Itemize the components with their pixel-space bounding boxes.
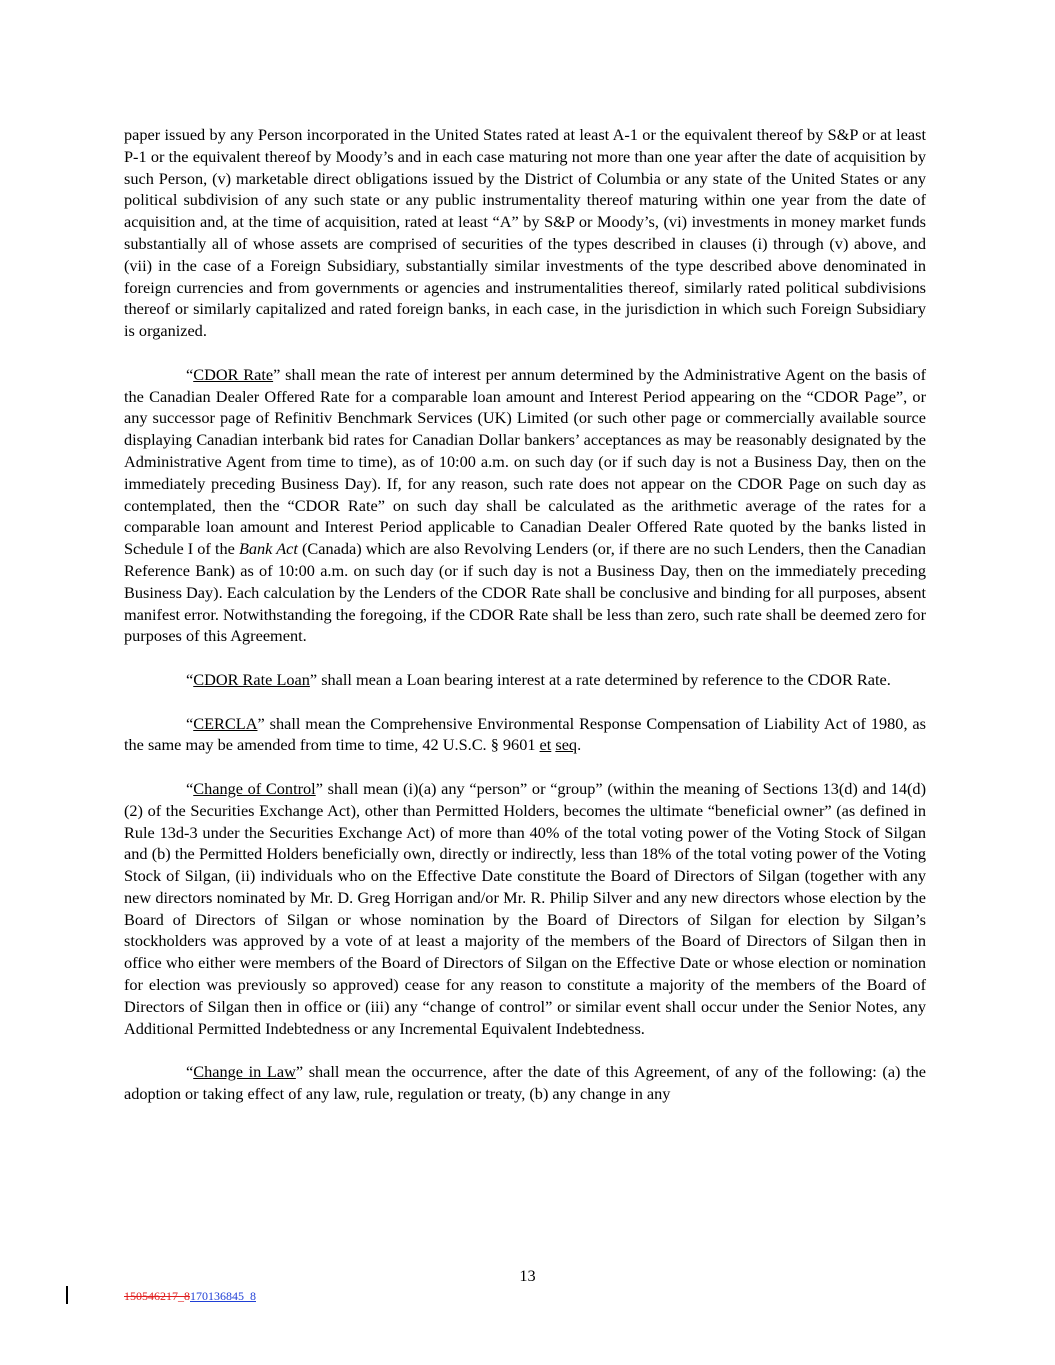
document-id-deleted: 150546217_8: [124, 1289, 190, 1303]
definition-cercla: [124, 713, 926, 757]
definition-text: ” shall mean the rate of interest per annum determined by the Administrative Agent on the basis of the Canadian Dealer Offered Rate for a comparable loan amount and Interest Period appearing on the “CDOR Page”, or any successor page of Refinitiv Benchmark Services (UK) Limited (or such other page or commercially available source displaying Canadian interbank bid rates for Canadian Dollar bankers’ acceptances as may be reasonably designated by the Administrative Agent from time to time), as of 10:00 a.m. on such day (or if such day is not a Business Day, then on the immediately preceding Business Day). If, for any reason, such rate does not appear on the CDOR Page on such day as contemplated, then the “CDOR Rate” on such day shall be calculated as the arithmetic average of the rates for a comparable loan amount and Interest Period applicable to Canadian Dealer Offered Rate quoted by the banks listed in Schedule I of the: [124, 364, 927, 559]
defined-term-cdor-rate: CDOR Rate: [193, 364, 274, 384]
defined-term-cdor-rate-loan: CDOR Rate Loan: [193, 669, 310, 689]
definition-change-of-control: [124, 778, 926, 1040]
definition-text: ” shall mean (i)(a) any “person” or “group” (within the meaning of Sections 13(d) and 14(d)(2) of the Securities Exchange Act), other than Permitted Holders, becomes the ultimate “beneficial owner” (as defined in Rule 13d-3 under the Securities Exchange Act) of more than 40% of the total voting power of the Voting Stock of Silgan and (b) the Permitted Holders beneficially own, directly or indirectly, less than 18% of the total voting power of the Voting Stock of Silgan, (ii) individuals who on the Effective Date constitute the Board of Directors of Silgan (together with any new directors nominated by Mr. D. Greg Horrigan and/or Mr. R. Philip Silver and any new directors whose election by the Board of Directors of Silgan or whose nomination by the Board of Directors of Silgan for election by Silgan’s stockholders was approved by a vote of at least a majority of the members of the Board of Directors of Silgan then in office who either were members of the Board of Directors of Silgan on the Effective Date or whose election or nomination for election was previously so approved) cease for any reason to constitute a majority of the members of the Board of Directors of Silgan then in office or (iii) any “change of control” or similar event shall occur under the Senior Notes, any Additional Permitted Indebtedness or any Incremental Equivalent Indebtedness.: [124, 778, 926, 1038]
document-id: [124, 1289, 256, 1304]
document-body: [124, 124, 926, 1127]
open-quote: “: [186, 669, 194, 689]
definition-text: ” shall mean the occurrence, after the date of this Agreement, of any of the following: (a) the adoption or taking effect of any law, rule, regulation or treaty, (b) any change in any: [124, 1062, 926, 1104]
open-quote: “: [186, 364, 194, 384]
definition-cdor-rate: [124, 364, 926, 647]
paragraph-cash-equivalents-continued: paper issued by any Person incorporated in the United States rated at least A-1 or the equivalent thereof by S&P or at least P-1 or the equivalent thereof by Moody’s and in each case maturing not more than one year after the date of acquisition by such Person, (v) marketable direct obligations issued by the District of Columbia or any state of the United States or any political subdivision of any such state or any public instrumentality thereof maturing within one year from the date of acquisition and, at the time of acquisition, rated at least “A” by S&P or Moody’s, (vi) investments in money market funds substantially all of whose assets are comprised of securities of the types described in clauses (i) through (v) above, and (vii) in the case of a Foreign Subsidiary, substantially similar investments of the type described above denominated in foreign currencies and from governments or agencies and instrumentalities thereof, similarly rated political subdivisions thereof or similarly capitalized and rated foreign banks, in each case, in the jurisdiction in which such Foreign Subsidiary is organized.: [124, 125, 926, 341]
italic-bank-act: Bank Act: [238, 539, 298, 559]
definition-text: ” shall mean the Comprehensive Environmental Response Compensation of Liability Act of 1980, as the same may be amended from time to time, 42 U.S.C. § 9601: [124, 713, 926, 755]
document-id-inserted: 170136845_8: [190, 1289, 256, 1303]
open-quote: “: [186, 1062, 194, 1082]
open-quote: “: [186, 778, 194, 798]
defined-term-change-in-law: Change in Law: [193, 1062, 296, 1082]
defined-term-cercla: CERCLA: [193, 713, 258, 733]
definition-text: ” shall mean a Loan bearing interest at a rate determined by reference to the CDOR Rate.: [309, 669, 891, 689]
revision-change-bar: [66, 1286, 68, 1304]
page-number: 13: [519, 1266, 536, 1285]
definition-text-cont: (Canada) which are also Revolving Lenders (or, if there are no such Lenders, then the Canadian Reference Bank) as of 10:00 a.m. on such day (or if such day is not a Business Day, then on the immediately preceding Business Day). Each calculation by the Lenders of the CDOR Rate shall be conclusive and binding for all purposes, absent manifest error. Notwithstanding the foregoing, if the CDOR Rate shall be less than zero, such rate shall be deemed zero for purposes of this Agreement.: [124, 539, 926, 646]
citation-period: .: [577, 735, 582, 755]
defined-term-change-of-control: Change of Control: [193, 778, 316, 798]
definition-change-in-law: [124, 1061, 926, 1105]
definition-cdor-rate-loan: [124, 669, 926, 691]
open-quote: “: [186, 713, 194, 733]
citation-et: et: [539, 735, 552, 755]
citation-seq: seq: [555, 735, 578, 755]
